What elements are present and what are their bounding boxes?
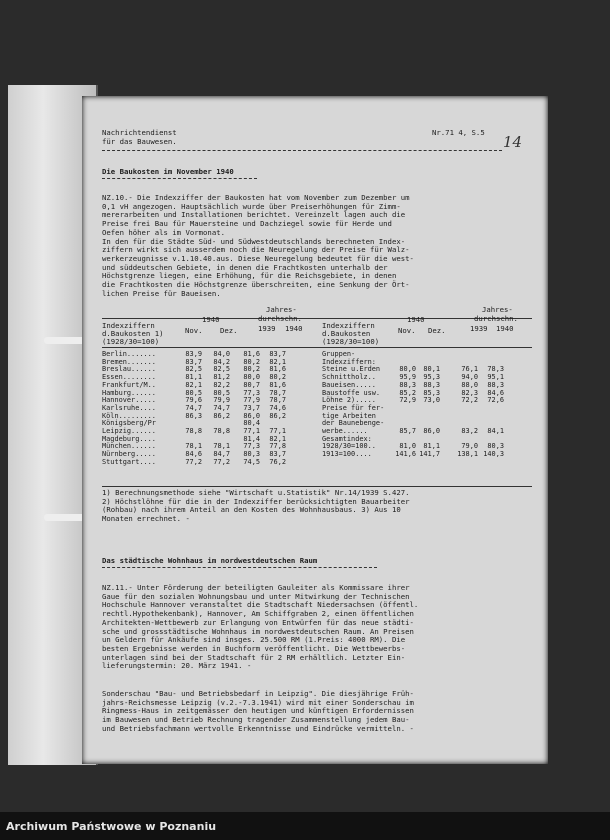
table-cell: 78,7 <box>269 388 286 397</box>
table-cell: 85,3 <box>423 388 440 397</box>
paragraph-line: Gaue für den sozialen Wohnungsbau und unter Mitwirkung der Technischen <box>102 591 410 601</box>
table-cell: 81,0 <box>399 442 416 451</box>
row-label: Indexziffern: <box>322 357 376 366</box>
table-cell <box>394 405 416 413</box>
table-cell: 84,6 <box>185 450 202 459</box>
th-right-month-year: 1940 <box>407 315 425 324</box>
table-cell: 80,1 <box>423 365 440 374</box>
table-cell: 81,6 <box>269 365 286 374</box>
table-cell: 81,1 <box>423 442 440 451</box>
row-label: Baueisen..... <box>322 380 376 389</box>
row-label: Gruppen- <box>322 350 356 358</box>
table-cell: 140,3 <box>483 450 504 459</box>
table-cell: 80,2 <box>243 357 260 366</box>
table-cell: 86,3 <box>185 411 202 420</box>
table-cell: 77,3 <box>243 442 260 451</box>
th-durchschn: durchschn. <box>258 314 302 323</box>
row-label: 1913=100.... <box>322 450 372 459</box>
paragraph-line: Architekten-Wettbewerb zur Erlangung von Entwürfen für das neue städti- <box>102 617 414 627</box>
table-cell: 80,0 <box>399 365 416 374</box>
paragraph-line: jahrs-Reichsmesse Leipzig (v.2.-7.3.1941) wird mit einer Sonderschau im <box>102 697 414 707</box>
row-label: Schnittholz.. <box>322 373 376 382</box>
th-right-durchschn: durchschn. <box>474 314 518 323</box>
article-2-title: Das städtische Wohnhaus im nordwestdeutschen Raum <box>102 556 318 565</box>
paragraph-line: und Betriebsfachmann wertvolle Erkenntnisse und Eindrücke vermitteln. - <box>102 723 414 733</box>
th-jahres: Jahres- <box>266 305 297 314</box>
table-cell: 82,1 <box>269 357 286 366</box>
th-left-1: Indexziffern <box>102 321 155 330</box>
table-cell: 95,3 <box>423 373 440 382</box>
table-cell: 80,4 <box>243 419 260 428</box>
row-label: Gesamtindex: <box>322 434 372 443</box>
table-cell <box>394 413 416 421</box>
table-cell: 80,2 <box>243 365 260 374</box>
paragraph-line: mererarbeiten und Installationen berichtet. Vereinzelt lagen auch die <box>102 210 406 220</box>
archive-footer <box>0 812 610 840</box>
table-cell: 83,2 <box>461 427 478 436</box>
row-label: Bremen....... <box>102 357 156 366</box>
table-cell: 82,1 <box>269 434 286 443</box>
header-divider <box>102 150 502 151</box>
th-right-dez: Dez. <box>428 326 446 335</box>
table-cell: 83,7 <box>269 350 286 358</box>
table-head-rule <box>102 347 532 348</box>
table-cell: 82,5 <box>185 365 202 374</box>
table-cell: 74,7 <box>213 403 230 412</box>
table-cell: 86,0 <box>423 427 440 436</box>
table-cell: 83,9 <box>185 350 202 358</box>
paragraph-line: Ringmess-Haus in zeitgemässer den heutigen und künftigen Erfordernissen <box>102 706 414 716</box>
paragraph-line: die Frachtkosten die Höchstgrenze überschreiten, eine Senkung der Ört- <box>102 280 410 289</box>
table-cell: 79,6 <box>185 396 202 405</box>
city-index-table <box>102 351 286 467</box>
table-cell: 80,2 <box>269 373 286 382</box>
table-cell: 78,7 <box>269 396 286 405</box>
table-cell: 138,1 <box>457 450 478 459</box>
table-cell: 83,7 <box>185 357 202 366</box>
footnote-line: Monaten errechnet. - <box>102 514 190 524</box>
table-cell: 84,7 <box>213 450 230 459</box>
row-label: Karlsruhe.... <box>102 403 156 412</box>
table-cell: 82,2 <box>213 380 230 389</box>
th-1939: 1939 <box>258 324 276 333</box>
table-cell <box>440 413 478 421</box>
paragraph-line: Höchstgrenze liegen, eine Erhöhung, für die Reichsgebiete, in denen <box>102 271 397 281</box>
th-right-jahres: Jahres- <box>482 305 513 314</box>
table-cell: 82,5 <box>213 365 230 374</box>
paragraph-line: NZ.11.- Unter Förderung der beteiligten Gauleiter als Kommissare ihrer <box>102 583 410 592</box>
table-top-rule <box>102 318 532 319</box>
paragraph-line: Hochschule Hannover veranstaltet die Stadtschaft Niedersachsen (öffentl. <box>102 600 419 610</box>
table-cell: 85,7 <box>399 427 416 436</box>
table-cell: 78,3 <box>487 365 504 374</box>
row-label: Magdeburg.... <box>102 434 156 443</box>
table-cell: 80,5 <box>185 388 202 397</box>
table-cell <box>478 413 504 421</box>
table-cell: 74,6 <box>269 403 286 412</box>
table-cell <box>478 351 504 359</box>
th-nov: Nov. <box>185 326 203 335</box>
table-cell: 86,2 <box>269 411 286 420</box>
table-cell: 74,7 <box>185 403 202 412</box>
row-label: Köln......... <box>102 411 156 420</box>
table-cell: 73,0 <box>423 396 440 405</box>
table-cell: 80,5 <box>213 388 230 397</box>
table-cell: 77,1 <box>269 427 286 436</box>
table-cell: 94,0 <box>461 373 478 382</box>
table-cell <box>416 405 440 413</box>
paragraph-line: ziffern wirkt sich ausserdem noch die Neuregelung der Preise für Walz- <box>102 245 410 255</box>
paragraph-line: un Geldern für Ankäufe sind insges. 25.500 RM (1.Preis: 4000 RM). Die <box>102 635 406 645</box>
th-right-nov: Nov. <box>398 326 416 335</box>
paragraph-line: besten Ergebnisse werden in Buchform veröffentlicht. Die Wettbewerbs- <box>102 643 406 653</box>
table-cell: 79,9 <box>213 396 230 405</box>
table-cell: 85,2 <box>399 388 416 397</box>
paragraph-line: Preise frei Bau für Mauersteine und Dachziegel sowie für Herde und <box>102 219 392 229</box>
table-cell: 83,7 <box>269 450 286 459</box>
table-cell: 80,7 <box>243 380 260 389</box>
th-left-2: d.Baukosten 1) <box>102 329 164 338</box>
row-label: München...... <box>102 442 156 451</box>
table-cell: 81,6 <box>243 350 260 358</box>
paragraph-line: und süddeutschen Gebiete, in denen die Frachtkosten unterhalb der <box>102 262 388 272</box>
table-cell: 80,0 <box>243 373 260 382</box>
header-line-1: Nachrichtendienst <box>102 128 177 137</box>
row-label: Nürnberg..... <box>102 450 156 459</box>
table-cell <box>478 405 504 413</box>
table-cell: 80,3 <box>243 450 260 459</box>
row-label: Stuttgart.... <box>102 457 156 466</box>
row-label: Löhne 2)..... <box>322 396 376 405</box>
paragraph-line: werkerzeugnisse v.1.10.40.aus. Diese Neuregelung bedeutet für die west- <box>102 253 414 263</box>
group-index-table <box>322 351 504 459</box>
th-right-2: d.Baukosten <box>322 329 371 338</box>
table-cell: 141,7 <box>419 450 440 459</box>
th-right-1939: 1939 <box>470 324 488 333</box>
paragraph-line: 0,1 vH angezogen. Hauptsächlich wurde über Preiserhöhungen für Zimm- <box>102 201 401 211</box>
table-cell: 95,9 <box>399 373 416 382</box>
table-cell <box>394 351 416 359</box>
footnote-line: 1) Berechnungsmethode siehe "Wirtschaft u.Statistik" Nr.14/1939 S.427. <box>102 488 410 497</box>
table-cell: 72,6 <box>487 396 504 405</box>
table-cell: 77,2 <box>213 457 230 466</box>
th-right-3: (1928/30=100) <box>322 337 380 346</box>
table-cell: 81,1 <box>185 373 202 382</box>
row-label: der Baunebenge- <box>322 419 385 428</box>
paragraph-line: Oefen höher als im Vormonat. <box>102 227 226 237</box>
paragraph-line: lichen Preise für Baueisen. <box>102 288 221 298</box>
row-label: Frankfurt/M.. <box>102 380 156 389</box>
title-underline <box>102 178 257 179</box>
table-cell: 81,2 <box>213 373 230 382</box>
th-dez: Dez. <box>220 326 238 335</box>
table-cell: 78,1 <box>213 442 230 451</box>
table-cell: 77,8 <box>269 442 286 451</box>
row-label: tige Arbeiten <box>322 411 376 420</box>
paragraph-line: lieferungstermin: 20. März 1941. - <box>102 661 252 671</box>
table-cell <box>416 413 440 421</box>
paragraph-line: NZ.10.- Die Indexziffer der Baukosten hat vom November zum Dezember um <box>102 193 410 202</box>
header-line-2: für das Bauwesen. <box>102 137 177 146</box>
table-cell: 84,0 <box>213 350 230 358</box>
table-cell <box>416 351 440 359</box>
th-left-3: (1928/30=100) <box>102 337 160 346</box>
paragraph-line: im Bauwesen und Betrieb Rechnung tragender Zusammenstellung jedem Bau- <box>102 715 410 725</box>
th-1940: 1940 <box>285 324 303 333</box>
table-cell: 88,0 <box>461 380 478 389</box>
row-label: Essen........ <box>102 373 156 382</box>
table-cell: 77,3 <box>243 388 260 397</box>
table-cell: 84,6 <box>487 388 504 397</box>
table-cell: 141,6 <box>395 450 416 459</box>
table-cell: 78,1 <box>185 442 202 451</box>
paragraph-line: Sonderschau "Bau- und Betriebsbedarf in Leipzig". Die diesjährige Früh- <box>102 689 414 698</box>
title-underline <box>102 567 377 568</box>
th-month-year: 1940 <box>202 315 220 324</box>
row-label: 1928/30=100.. <box>322 442 376 451</box>
archive-name: Archiwum Państwowe w Poznaniu <box>6 820 217 833</box>
table-cell: 74,5 <box>243 457 260 466</box>
row-label: Steine u.Erden <box>322 365 381 374</box>
table-cell: 84,2 <box>213 357 230 366</box>
row-label: Königsberg/Pr <box>102 419 156 428</box>
document-page <box>82 96 548 764</box>
table-cell: 77,1 <box>243 427 260 436</box>
table-cell: 72,2 <box>461 396 478 405</box>
table-bottom-rule <box>102 486 532 487</box>
table-cell: 81,4 <box>243 434 260 443</box>
table-cell: 82,1 <box>185 380 202 389</box>
th-right-1940: 1940 <box>496 324 514 333</box>
table-cell: 81,6 <box>269 380 286 389</box>
table-row <box>322 451 504 459</box>
row-label: Preise für fer- <box>322 403 385 412</box>
paragraph-line: rechtl.Hypothekenbank), Hannover, Am Schiffgraben 2, einen öffentlichen <box>102 609 414 619</box>
handwritten-page-number: 14 <box>503 133 523 151</box>
th-right-1: Indexziffern <box>322 321 375 330</box>
table-cell: 88,3 <box>487 380 504 389</box>
table-cell: 78,8 <box>213 427 230 436</box>
document-number: Nr.71 4, S.5 <box>432 128 485 137</box>
row-label: Hannover..... <box>102 396 156 405</box>
table-cell: 72,9 <box>399 396 416 405</box>
paragraph-line: In den für die Städte Süd- und Südwestdeutschlands berechneten Index- <box>102 236 406 246</box>
paragraph-line: sche und grossstädtische Wohnhaus im nordwestdeutschen Raum. An Preisen <box>102 626 414 636</box>
row-label: Breslau...... <box>102 365 156 374</box>
table-cell: 88,3 <box>399 380 416 389</box>
article-1-title: Die Baukosten im November 1940 <box>102 167 234 176</box>
table-cell: 86,2 <box>213 411 230 420</box>
table-row <box>102 459 286 467</box>
table-cell: 73,7 <box>243 403 260 412</box>
table-cell: 86,0 <box>243 411 260 420</box>
table-cell: 76,2 <box>269 457 286 466</box>
table-cell <box>440 405 478 413</box>
table-cell: 82,3 <box>461 388 478 397</box>
footnote-line: (Rohbau) nach ihrem Anteil an den Kosten des Wohnhausbaus. 3) Aus 10 <box>102 505 401 515</box>
footnote-line: 2) Höchstlöhne für die in der Indexziffer berücksichtigten Bauarbeiter <box>102 496 410 506</box>
paragraph-line: unterlagen sind bei der Stadtschaft für 2 RM erhältlich. Letzter Ein- <box>102 652 406 662</box>
row-label: Berlin....... <box>102 350 156 358</box>
table-cell: 88,3 <box>423 380 440 389</box>
table-cell: 84,1 <box>487 427 504 436</box>
table-cell: 77,2 <box>185 457 202 466</box>
row-label: werbe...... <box>322 427 368 436</box>
table-cell: 95,1 <box>487 373 504 382</box>
row-label: Baustoffe usw. <box>322 388 381 397</box>
table-cell <box>440 351 478 359</box>
table-cell: 77,9 <box>243 396 260 405</box>
row-label: Leipzig...... <box>102 427 156 436</box>
table-cell: 79,0 <box>461 442 478 451</box>
table-cell: 80,3 <box>487 442 504 451</box>
table-cell: 78,8 <box>185 427 202 436</box>
table-cell: 76,1 <box>461 365 478 374</box>
row-label: Hamburg...... <box>102 388 156 397</box>
